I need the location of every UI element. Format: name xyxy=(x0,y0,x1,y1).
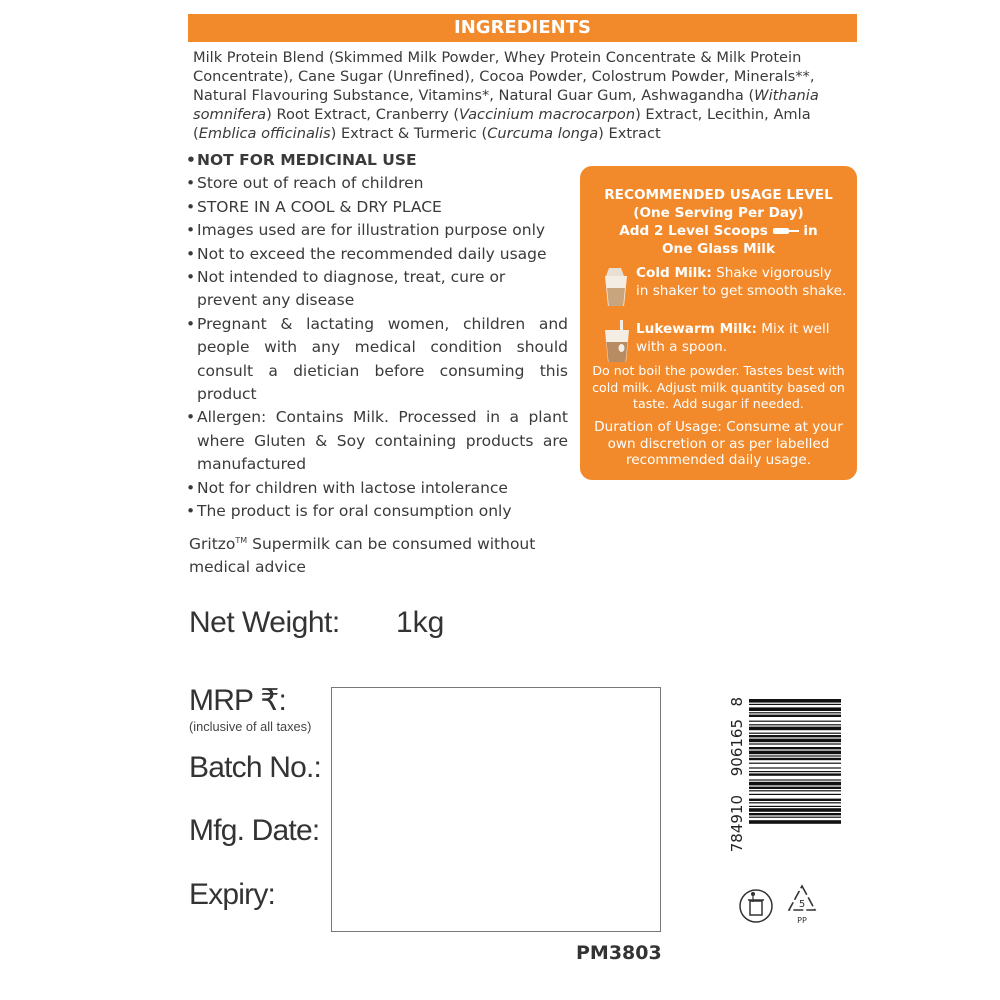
svg-text:PP: PP xyxy=(797,916,807,925)
usage-duration: Duration of Usage: Consume at your own discretion or as per labelled recommended daily usage. xyxy=(594,419,843,468)
warning-item: • Store out of reach of children xyxy=(186,172,568,195)
warning-item: • Not for children with lactose intolerance xyxy=(186,477,568,500)
net-weight-label: Net Weight: xyxy=(189,606,340,639)
svg-text:5: 5 xyxy=(798,899,806,910)
scoop-icon xyxy=(773,226,799,236)
mfg-date-label: Mfg. Date: xyxy=(189,814,320,847)
consumption-note: Gritzo™ Supermilk can be consumed without medical advice xyxy=(189,535,536,577)
batch-label: Batch No.: xyxy=(189,751,322,784)
usage-box: RECOMMENDED USAGE LEVEL (One Serving Per Day) Add 2 Level Scoops in One Glass Milk Cold Milk: Shake vigorously in shaker to get smooth shake. Lukewarm Milk: Mix it well with a spoon. Do not boil the powder. Tastes best with cold milk. Adjust milk quantity based on taste. Add sugar if needed. Duration of Usage: Consume at your own discretion or as per labelled recommended daily usage. xyxy=(580,166,857,480)
print-area-box xyxy=(331,687,661,932)
warnings-list xyxy=(186,149,568,524)
usage-title: RECOMMENDED USAGE LEVEL (One Serving Per Day) Add 2 Level Scoops in One Glass Milk xyxy=(604,187,833,257)
warning-item: • Not to exceed the recommended daily usage xyxy=(186,243,568,266)
warning-item: • Pregnant & lactating women, children and people with any medical condition should consult a dietician before consuming this product xyxy=(186,313,568,407)
usage-note: Do not boil the powder. Tastes best with cold milk. Adjust milk quantity based on taste. Add sugar if needed. xyxy=(592,363,845,411)
barcode-digits: 8 906165 784910 xyxy=(728,697,746,853)
expiry-label: Expiry: xyxy=(189,878,276,911)
glass-spoon-icon xyxy=(596,320,636,364)
ingredients-text: Milk Protein Blend (Skimmed Milk Powder, Whey Protein Concentrate & Milk Protein Concentrate), Cane Sugar (Unrefined), Cocoa Powder, Colostrum Powder, Minerals**, Natural Flavouring Substance, Vitamins*, Natural Guar Gum, Ashwagandha (Withania somnifera) Root Extract, Cranberry (Vaccinium macrocarpon) Extract, Lecithin, Amla (Emblica officinalis) Extract & Turmeric (Curcuma longa) Extract xyxy=(193,49,819,142)
dispose-bin-icon xyxy=(733,881,777,927)
warning-item: • STORE IN A COOL & DRY PLACE xyxy=(186,196,568,219)
warning-item: • Allergen: Contains Milk. Processed in a plant where Gluten & Soy containing products are manufactured xyxy=(186,406,568,476)
warning-item: • The product is for oral consumption only xyxy=(186,500,568,523)
mrp-sublabel: (inclusive of all taxes) xyxy=(189,719,312,734)
warning-item: • Not intended to diagnose, treat, cure or prevent any disease xyxy=(186,266,568,313)
warning-item: • Images used are for illustration purpose only xyxy=(186,219,568,242)
mrp-label: MRP ₹: xyxy=(189,684,287,717)
ingredients-header: INGREDIENTS xyxy=(188,14,857,42)
net-weight-value: 1kg xyxy=(396,606,445,639)
shaker-icon xyxy=(596,264,636,308)
barcode xyxy=(719,697,841,865)
recycle-icon xyxy=(786,883,818,927)
warning-item: • NOT FOR MEDICINAL USE xyxy=(186,149,568,172)
product-code: PM3803 xyxy=(576,942,662,964)
